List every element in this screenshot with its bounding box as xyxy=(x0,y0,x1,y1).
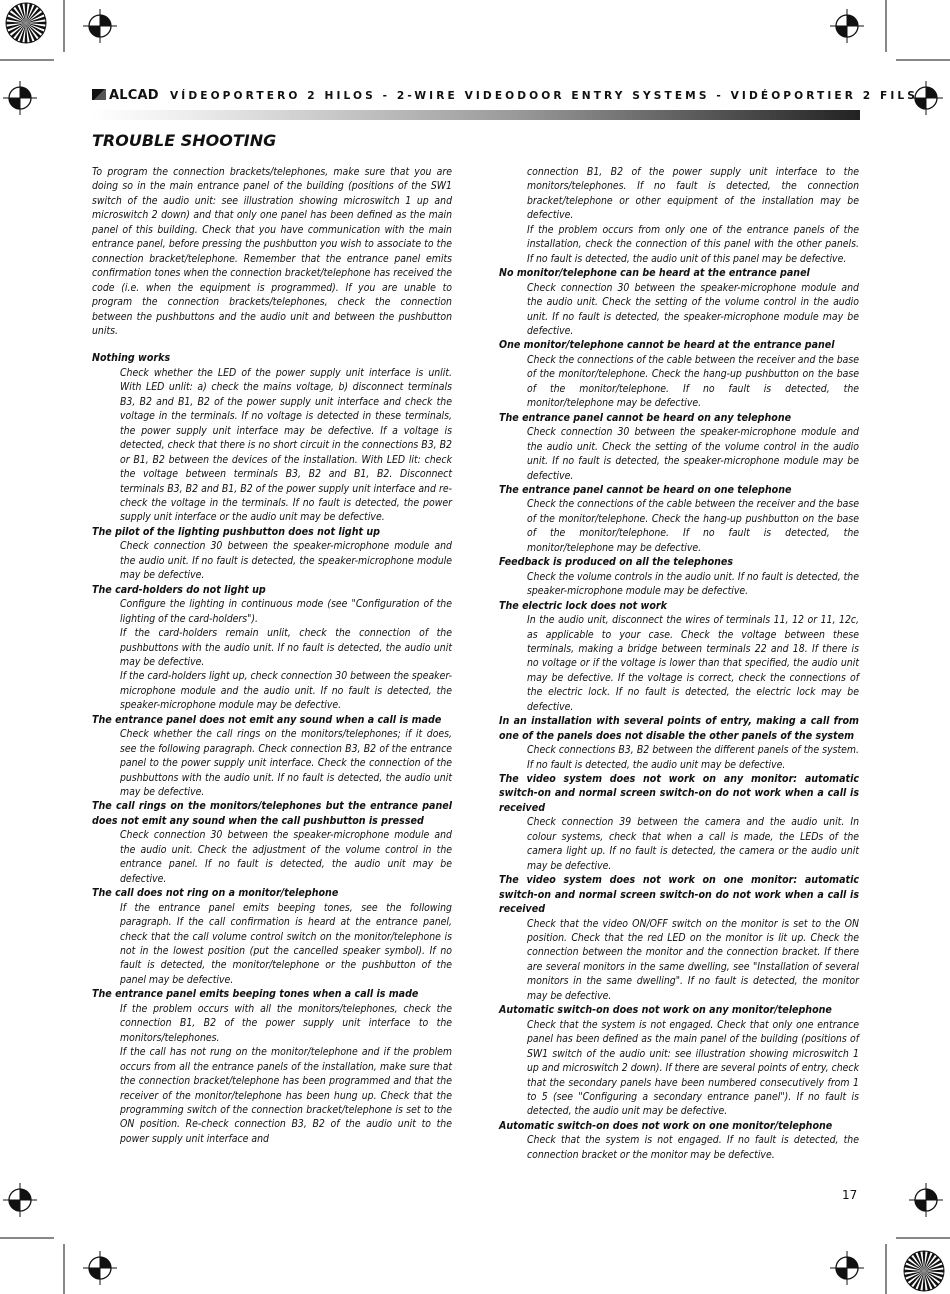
section-body: Check connection 39 between the camera and the audio unit. In colour systems, check that when a call is made, the LEDs of the camera light up. If no fault is detected, the camera or the audio unit may be defective. xyxy=(527,816,859,872)
page-header xyxy=(92,88,919,106)
section-body: If the call has not rung on the monitor/telephone and if the problem occurs from all the entrance panels of the installation, make sure that the connection bracket/telephone has been programmed and that the receiver of the monitor/telephone has been hung up. Check that the programming switch of the connection bracket/telephone is set to the ON position. Re-check connection B3, B2 of the audio unit to the power supply unit interface and xyxy=(120,1046,452,1145)
left-sections xyxy=(92,351,452,1146)
section-body: If the card-holders remain unlit, check the connection of the pushbuttons with the audio unit. If no fault is detected, the audio unit may be defective. xyxy=(120,627,452,668)
section-heading: The entrance panel does not emit any sound when a call is made xyxy=(92,713,442,726)
section-heading: No monitor/telephone can be heard at the entrance panel xyxy=(499,267,810,280)
section-heading: One monitor/telephone cannot be heard at the entrance panel xyxy=(499,339,835,352)
section-body: If the entrance panel emits beeping tones, see the following paragraph. If the call confirmation is heard at the entrance panel, check that the call volume control switch on the monitor/telephone is not in the lowest position (put the cancelled speaker symbol). If no fault is detected, the monitor/telephone or the pushbutton of the panel may be defective. xyxy=(120,901,452,986)
section-body: In the audio unit, disconnect the wires of terminals 11, 12 or 11, 12c, as applicable to your case. Check the voltage between these terminals, making a bridge between terminals 22 and 18. If there is no voltage or if the voltage is lower than that specified, the audio unit may be defective. If the voltage is correct, check the connections of the electric lock. If no fault is detected, the electric lock may be defective. xyxy=(527,614,859,713)
continuation xyxy=(499,165,859,266)
section-body: Check connection 30 between the speaker-microphone module and the audio unit. If no fault is detected, the speaker-microphone module may be defective. xyxy=(120,540,452,582)
section-body: Check that the system is not engaged. If no fault is detected, the connection bracket or the monitor may be defective. xyxy=(527,1134,859,1161)
section-body: Check whether the LED of the power supply unit interface is unlit. With LED unlit: a) check the mains voltage, b) disconnect terminals B3, B2 and B1, B2 of the power supply unit interface and check the voltage in the terminals. If no voltage is detected in these terminals, the power supply unit interface may be defective. If a voltage is detected, check that there is no short circuit in the connections B3, B2 or B1, B2 between the devices of the installation. With LED lit: check the voltage between terminals B3, B2 and B1, B2. Disconnect terminals B3, B2 and B1, B2 of the power supply unit interface and re-check the voltage in the terminals. If no fault is detected, the power supply unit interface or the audio unit may be defective. xyxy=(120,366,452,524)
right-column xyxy=(499,165,859,1162)
section-heading: In an installation with several points of entry, making a call from one of the panels does not disable the other panels of the system xyxy=(499,715,859,742)
header-title: VÍDEOPORTERO 2 HILOS - 2-WIRE VIDEODOOR ENTRY SYSTEMS - VIDÉOPORTIER 2 FILS xyxy=(170,90,919,102)
section-heading: The card-holders do not light up xyxy=(92,583,266,596)
section-heading: The video system does not work on one monitor: automatic switch-on and normal screen switch-on do not work when a call is received xyxy=(499,874,859,916)
section-heading: The entrance panel emits beeping tones when a call is made xyxy=(92,988,419,1001)
page-title: TROUBLE SHOOTING xyxy=(92,131,277,150)
left-column xyxy=(92,165,452,1146)
alcad-logo-icon xyxy=(92,89,106,100)
section-heading: Nothing works xyxy=(92,352,171,365)
section-heading: The pilot of the lighting pushbutton does not light up xyxy=(92,525,380,538)
section-body: If the card-holders light up, check connection 30 between the speaker-microphone module and the audio unit. If no fault is detected, the speaker-microphone module may be defective. xyxy=(120,670,452,712)
section-body: Check connection 30 between the speaker-microphone module and the audio unit. Check the setting of the volume control in the audio unit. If no fault is detected, the speaker-microphone module may be defective. xyxy=(527,281,859,337)
section-body: Check the connections of the cable between the receiver and the base of the monitor/telephone. Check the hang-up pushbutton on the base of the monitor/telephone. If no fault is detected, the monitor/telephone may be defective. xyxy=(527,498,859,554)
section-heading: Automatic switch-on does not work on any monitor/telephone xyxy=(499,1004,832,1017)
section-body: Check that the system is not engaged. Check that only one entrance panel has been defined as the main panel of the building (positions of SW1 switch of the audio unit: see illustration showing microswitch 1 up and microswitch 2 down). If there are several points of entry, check that the secondary panels have been numbered consecutively from 1 to 5 (see "Configuring a secondary entrance panel"). If no fault is detected, the audio unit may be defective. xyxy=(527,1018,859,1118)
header-gradient-rule xyxy=(92,110,860,120)
section-heading: The video system does not work on any monitor: automatic switch-on and normal screen switch-on do not work when a call is received xyxy=(499,773,859,814)
continuation-paragraph: connection B1, B2 of the power supply unit interface to the monitors/telephones. If no fault is detected, the connection bracket/telephone or other equipment of the installation may be defective. xyxy=(527,166,859,222)
section-body: Check the connections of the cable between the receiver and the base of the monitor/telephone. Check the hang-up pushbutton on the base of the monitor/telephone. If no fault is detected, the monitor/telephone may be defective. xyxy=(527,353,859,410)
section-heading: The entrance panel cannot be heard on one telephone xyxy=(499,483,792,496)
section-body: Check whether the call rings on the monitors/telephones; if it does, see the following paragraph. Check connection B3, B2 of the entrance panel to the power supply unit interface. Check the connection of the pushbuttons with the audio unit. If no fault is detected, the audio unit may be defective. xyxy=(120,728,452,799)
section-heading: The call does not ring on a monitor/telephone xyxy=(92,887,339,900)
section-body: Configure the lighting in continuous mode (see "Configuration of the lighting of the card-holders"). xyxy=(120,598,452,625)
alcad-logo: ALCAD xyxy=(92,88,159,103)
section-body: If the problem occurs with all the monitors/telephones, check the connection B1, B2 of the power supply unit interface to the monitors/telephones. xyxy=(120,1002,452,1044)
section-heading: Feedback is produced on all the telephones xyxy=(499,556,734,569)
section-body: Check connection 30 between the speaker-microphone module and the audio unit. Check the adjustment of the volume control in the entrance panel. If no fault is detected, the audio unit may be defective. xyxy=(120,829,452,885)
section-heading: Automatic switch-on does not work on one monitor/telephone xyxy=(499,1119,833,1132)
section-body: Check that the video ON/OFF switch on the monitor is set to the ON position. Check that the red LED on the monitor is lit up. Check the connection between the monitor and the connection bracket. If there are several monitors in the same dwelling, see "Installation of several monitors in the same dwelling". If no fault is detected, the monitor may be defective. xyxy=(527,917,859,1002)
section-body: Check the volume controls in the audio unit. If no fault is detected, the speaker-microphone module may be defective. xyxy=(527,570,859,598)
section-heading: The electric lock does not work xyxy=(499,599,667,612)
section-heading: The call rings on the monitors/telephones but the entrance panel does not emit any sound when the call pushbutton is pressed xyxy=(92,800,452,827)
section-heading: The entrance panel cannot be heard on any telephone xyxy=(499,411,792,424)
page-number: 17 xyxy=(842,1188,858,1202)
right-sections xyxy=(499,266,859,1162)
intro-paragraph: To program the connection brackets/telephones, make sure that you are doing so in the main entrance panel of the building (positions of the SW1 switch of the audio unit: see illustration showing microswitch 1 up and microswitch 2 down) and that only one panel has been defined as the main panel of this building. Check that you have communication with the main entrance panel, before pressing the pushbutton you wish to associate to the connection bracket/telephone. Remember that the entrance panel emits confirmation tones when the connection bracket/telephone has received the code (i.e. when the equipment is programmed). If you are unable to program the connection brackets/telephones, check the connection between the pushbuttons and the audio unit and between the pushbutton units. xyxy=(92,166,452,337)
section-body: Check connection 30 between the speaker-microphone module and the audio unit. Check the setting of the volume control in the audio unit. If no fault is detected, the speaker-microphone module may be defective. xyxy=(527,426,859,482)
continuation-paragraph: If the problem occurs from only one of the entrance panels of the installation, check the connection of this panel with the other panels. If no fault is detected, the audio unit of this panel may be defective. xyxy=(527,223,859,265)
section-body: Check connections B3, B2 between the different panels of the system. If no fault is detected, the audio unit may be defective. xyxy=(527,744,859,771)
